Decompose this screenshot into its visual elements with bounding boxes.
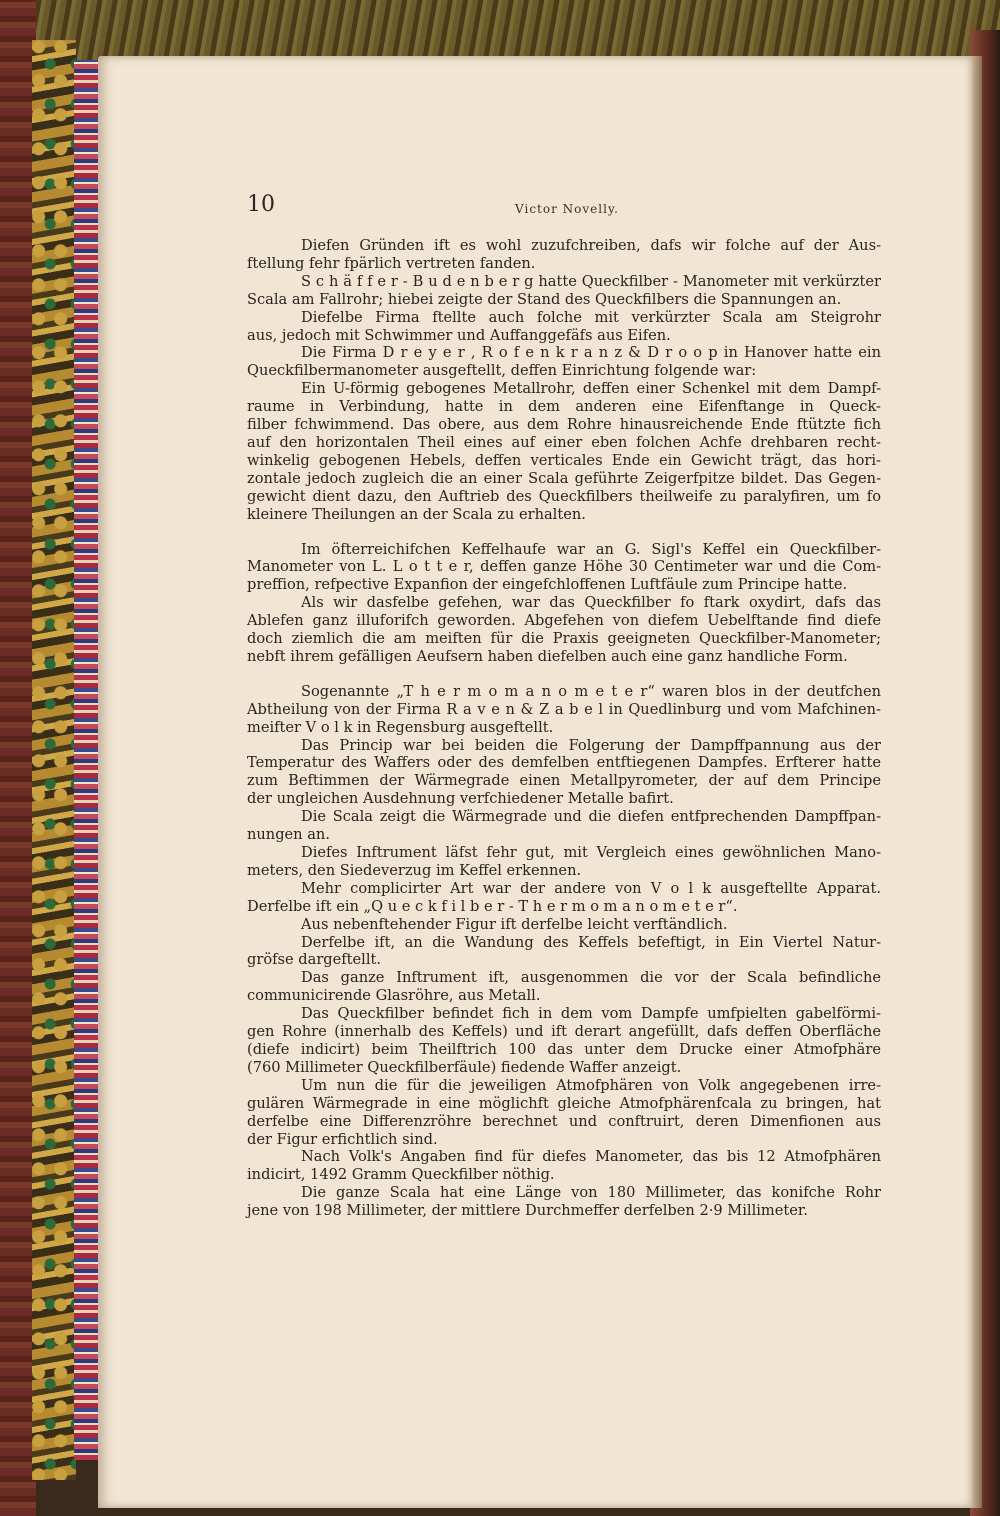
paragraph: [247, 1184, 881, 1220]
text-line: kleinere Theilungen an der Scala zu erhalten.: [247, 505, 586, 523]
text-line: Diefes Inftrument läfst fehr gut, mit Vergleich eines gewöhnlichen Mano-: [301, 844, 881, 861]
text-line: communicirende Glasröhre, aus Metall.: [247, 987, 541, 1005]
text-line: nebft ihrem gefälligen Aeufsern haben diefelben auch eine ganz handliche Form.: [247, 647, 848, 665]
text-line: Derfelbe ift, an die Wandung des Keffels befeftigt, in Ein Viertel Natur-: [301, 933, 881, 951]
text-line: Aus nebenftehender Figur ift derfelbe leicht verftändlich.: [301, 915, 728, 933]
text-line: Manometer von L. L o t t e r, deffen ganze Höhe 30 Centimeter war und die Com-: [247, 558, 881, 576]
text-line: Die Scala zeigt die Wärmegrade und die diefen entfprechenden Dampffpan-: [301, 808, 881, 826]
paragraph: [247, 344, 881, 380]
text-line: gröfse dargeftellt.: [247, 951, 382, 969]
text-line: Ablefen ganz illuforifch geworden. Abgefehen von diefem Uebelftande find diefe: [247, 612, 881, 630]
paragraph: [247, 808, 881, 844]
text-line: Derfelbe ift ein „Q u e c k f i l b e r - T h e r m o m a n o m e t e r“.: [247, 897, 738, 915]
paragraph: [247, 1077, 881, 1149]
text-line: raume in Verbindung, hatte in dem anderen eine Eifenftange in Queck-: [247, 398, 881, 416]
text-line: ftellung fehr fpärlich vertreten fanden.: [247, 254, 536, 272]
text-line: doch ziemlich die am meiften für die Praxis geeigneten Queckfilber-Manometer;: [247, 630, 881, 648]
text-line: Scala am Fallrohr; hiebei zeigte der Stand des Queckfilbers die Spannungen an.: [247, 290, 842, 308]
text-line: Als wir dasfelbe gefehen, war das Queckfilber fo ftark oxydirt, dafs das: [301, 594, 881, 612]
text-line: gulären Wärmegrade in eine möglichft gleiche Atmofphärenfcala zu bringen, hat: [247, 1094, 881, 1112]
text-line: der ungleichen Ausdehnung verfchiedener Metalle bafirt.: [247, 790, 674, 808]
text-line: Abtheilung von der Firma R a v e n & Z a b e l in Quedlinburg und vom Mafchinen-: [247, 700, 881, 718]
paragraph: [247, 541, 881, 595]
text-line: Die ganze Scala hat eine Länge von 180 Millimeter, das konifche Rohr: [301, 1184, 881, 1202]
page-header: [247, 192, 887, 224]
text-line: Nach Volk's Angaben find für diefes Manometer, das bis 12 Atmofphären: [301, 1148, 881, 1166]
text-line: Diefelbe Firma ftellte auch folche mit verkürzter Scala am Steigrohr: [301, 308, 881, 326]
running-head: Victor Novelly.: [515, 202, 619, 216]
marbled-page-edges: [74, 60, 100, 1460]
text-line: Die Firma D r e y e r , R o f e n k r a n z & D r o o p in Hanover hatte ein: [301, 344, 881, 362]
text-line: jene von 198 Millimeter, der mittlere Durchmeffer derfelben 2·9 Millimeter.: [247, 1202, 808, 1220]
text-line: (diefe indicirt) beim Theilftrich 100 das unter dem Drucke einer Atmofphäre: [247, 1040, 881, 1058]
paragraph: [247, 969, 881, 1005]
text-line: Das Princip war bei beiden die Folgerung der Dampffpannung aus der: [301, 736, 881, 754]
text-line: gewicht dient dazu, den Auftrieb des Queckfilbers theilweife zu paralyfiren, um fo: [247, 487, 881, 505]
text-line: Sogenannte „T h e r m o m a n o m e t e r“ waren blos in der deutfchen: [301, 682, 881, 700]
text-line: filber fchwimmend. Das obere, aus dem Rohre hinausreichende Ende ftützte fich: [247, 416, 881, 434]
paragraph: [247, 380, 881, 523]
text-line: meters, den Siedeverzug im Keffel erkennen.: [247, 861, 582, 879]
paragraph: [247, 916, 881, 934]
text-line: zum Beftimmen der Wärmegrade einen Metallpyrometer, der auf dem Principe: [247, 772, 881, 790]
text-line: indicirt, 1492 Gramm Queckfilber nöthig.: [247, 1166, 555, 1184]
text-line: aus, jedoch mit Schwimmer und Auffanggefäfs aus Eifen.: [247, 326, 671, 344]
text-line: (760 Millimeter Queckfilberfäule) fiedende Waffer anzeigt.: [247, 1058, 682, 1076]
text-line: Das Queckfilber befindet fich in dem vom Dampfe umfpielten gabelförmi-: [301, 1005, 881, 1023]
text-line: auf den horizontalen Theil eines auf einer eben folchen Achfe drehbaren recht-: [247, 433, 881, 451]
page-edge-shadow: [972, 56, 982, 1508]
text-line: Temperatur des Waffers oder des demfelben entftiegenen Dampfes. Erfterer hatte: [247, 754, 881, 772]
text-line: Queckfilbermanometer ausgeftellt, deffen Einrichtung folgende war:: [247, 362, 757, 380]
body-text: [247, 237, 881, 1220]
text-line: preffion, refpective Expanfion der eingefchloffenen Luftfäule zum Principe hatte.: [247, 576, 848, 594]
text-line: S c h ä f f e r - B u d e n b e r g hatte Queckfilber - Manometer mit verkürzter: [301, 272, 881, 290]
text-line: der Figur erfichtlich sind.: [247, 1130, 438, 1148]
paragraph: [247, 934, 881, 970]
paragraph: [247, 683, 881, 737]
page-number: 10: [247, 192, 275, 217]
text-line: Das ganze Inftrument ift, ausgenommen die vor der Scala befindliche: [301, 969, 881, 987]
paragraph: [247, 844, 881, 880]
paragraph: [247, 273, 881, 309]
text-line: meifter V o l k in Regensburg ausgeftellt.: [247, 718, 554, 736]
text-line: Mehr complicirter Art war der andere von V o l k ausgeftellte Apparat.: [301, 879, 881, 897]
text-line: nungen an.: [247, 826, 330, 844]
text-line: gen Rohre (innerhalb des Keffels) und ift derart angefüllt, dafs deffen Oberfläche: [247, 1023, 881, 1041]
text-line: zontale jedoch zugleich die an einer Scala geführte Zeigerfpitze bildet. Das Gegen-: [247, 469, 881, 487]
book-spine: [0, 0, 36, 1516]
paragraph: [247, 237, 881, 273]
paragraph-gap: [247, 524, 881, 541]
paragraph: [247, 1005, 881, 1077]
text-line: Im öfterreichifchen Keffelhaufe war an G. Sigl's Keffel ein Queckfilber-: [301, 540, 881, 558]
marbled-endpaper: [32, 40, 76, 1480]
paragraph: [247, 880, 881, 916]
text-line: Diefen Gründen ift es wohl zuzufchreiben, dafs wir folche auf der Aus-: [301, 237, 881, 254]
paragraph: [247, 737, 881, 809]
text-line: winkelig gebogenen Hebels, deffen verticales Ende ein Gewicht trägt, das hori-: [247, 451, 881, 469]
paragraph: [247, 309, 881, 345]
paragraph: [247, 1148, 881, 1184]
text-line: derfelbe eine Differenzröhre berechnet und conftruirt, deren Dimenfionen aus: [247, 1112, 881, 1130]
text-line: Ein U-förmig gebogenes Metallrohr, deffen einer Schenkel mit dem Dampf-: [301, 380, 881, 398]
paragraph: [247, 594, 881, 666]
paragraph-gap: [247, 666, 881, 683]
text-line: Um nun die für die jeweiligen Atmofphären von Volk angegebenen irre-: [301, 1076, 881, 1094]
